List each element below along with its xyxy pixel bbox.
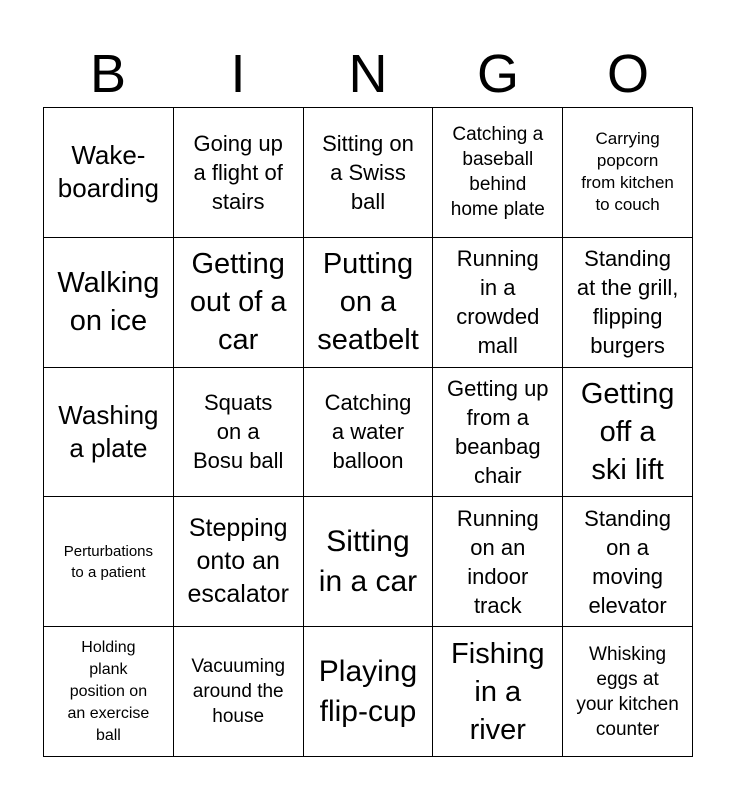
cell-text: Perturbations to a patient bbox=[63, 542, 153, 581]
bingo-cell[interactable] bbox=[174, 108, 304, 238]
bingo-cell[interactable] bbox=[433, 497, 563, 627]
header-letter-n: N bbox=[348, 44, 388, 104]
bingo-cell[interactable] bbox=[433, 108, 563, 238]
bingo-cell[interactable] bbox=[174, 497, 304, 627]
header-letter-i: I bbox=[230, 44, 246, 104]
bingo-cell[interactable] bbox=[44, 108, 174, 238]
bingo-cell[interactable] bbox=[174, 238, 304, 368]
bingo-cell[interactable] bbox=[304, 108, 434, 238]
bingo-cell[interactable] bbox=[304, 627, 434, 757]
cell-text: Catching a water balloon bbox=[324, 390, 412, 474]
bingo-cell[interactable] bbox=[433, 627, 563, 757]
cell-text: Fishing in a river bbox=[451, 637, 545, 746]
bingo-cell[interactable] bbox=[44, 497, 174, 627]
bingo-cell[interactable] bbox=[174, 368, 304, 498]
cell-text: Sitting in a car bbox=[318, 524, 418, 598]
bingo-cell[interactable] bbox=[44, 238, 174, 368]
bingo-cell[interactable] bbox=[304, 497, 434, 627]
bingo-cell[interactable] bbox=[44, 368, 174, 498]
cell-text: Getting off a ski lift bbox=[580, 377, 675, 486]
cell-text: Washing a plate bbox=[58, 399, 159, 463]
cell-text: Sitting on a Swiss ball bbox=[322, 130, 414, 214]
cell-text: Running in a crowded mall bbox=[456, 246, 540, 359]
cell-text: Standing at the grill, flipping burgers bbox=[576, 246, 679, 359]
bingo-cell[interactable] bbox=[44, 627, 174, 757]
bingo-cell[interactable] bbox=[433, 238, 563, 368]
bingo-cell[interactable] bbox=[563, 368, 693, 498]
bingo-cell[interactable] bbox=[563, 238, 693, 368]
cell-text: Getting out of a car bbox=[189, 248, 287, 357]
bingo-cell[interactable] bbox=[174, 627, 304, 757]
bingo-cell[interactable] bbox=[304, 368, 434, 498]
bingo-cell[interactable] bbox=[433, 368, 563, 498]
cell-text: Stepping onto an escalator bbox=[187, 514, 289, 609]
cell-text: Vacuuming around the house bbox=[191, 656, 286, 728]
header-letter-b: B bbox=[89, 44, 127, 104]
cell-text: Standing on a moving elevator bbox=[584, 505, 672, 618]
cell-text: Holding plank position on an exercise ball bbox=[67, 638, 150, 744]
header-letter-g: G bbox=[476, 44, 519, 104]
cell-text: Going up a flight of stairs bbox=[193, 130, 283, 214]
cell-text: Catching a baseball behind home plate bbox=[450, 124, 545, 221]
bingo-cell[interactable] bbox=[304, 238, 434, 368]
bingo-header bbox=[43, 40, 693, 108]
cell-text: Wake- boarding bbox=[57, 140, 159, 204]
cell-text: Playing flip-cup bbox=[318, 654, 418, 728]
header-letter-o: O bbox=[606, 44, 649, 104]
cell-text: Getting up from a beanbag chair bbox=[447, 375, 549, 488]
cell-text: Squats on a Bosu ball bbox=[192, 390, 284, 474]
bingo-cell[interactable] bbox=[563, 108, 693, 238]
cell-text: Carrying popcorn from kitchen to couch bbox=[581, 129, 674, 215]
cell-text: Running on an indoor track bbox=[456, 505, 539, 618]
cell-text: Whisking eggs at your kitchen counter bbox=[576, 643, 679, 740]
bingo-board bbox=[43, 107, 693, 757]
bingo-cell[interactable] bbox=[563, 627, 693, 757]
cell-text: Putting on a seatbelt bbox=[317, 248, 419, 357]
bingo-cell[interactable] bbox=[563, 497, 693, 627]
cell-text: Walking on ice bbox=[57, 267, 160, 338]
